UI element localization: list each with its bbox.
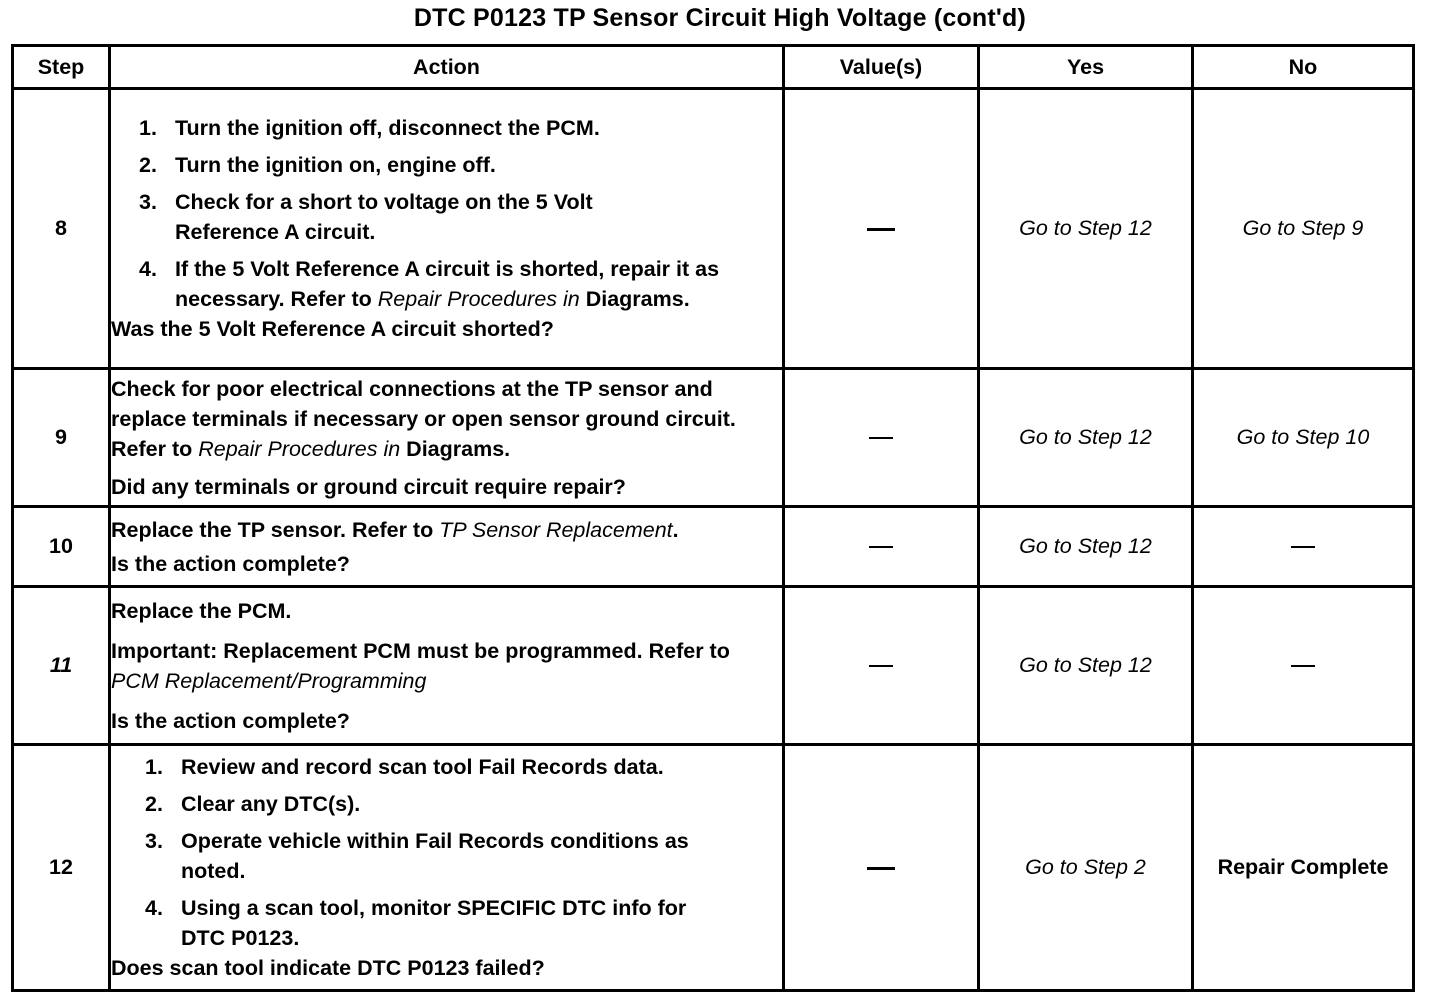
yes-cell [979, 89, 1193, 369]
table-row [13, 507, 1414, 587]
dash-mark [1291, 546, 1315, 548]
no-goto-link[interactable]: Go to Step 10 [1236, 425, 1370, 449]
yes-goto-link[interactable]: Go to Step 12 [1019, 534, 1152, 558]
dash-mark [1291, 665, 1315, 667]
header-row [13, 46, 1414, 89]
list-item [139, 113, 782, 143]
value-cell [784, 745, 979, 991]
action-cell [110, 745, 784, 991]
item-number: 3. [139, 190, 157, 214]
action-text: Replace the TP sensor. Refer to [111, 517, 440, 542]
list-item [145, 789, 782, 819]
reference-link[interactable]: Repair Procedures in [198, 436, 401, 461]
table-row [13, 89, 1414, 369]
item-text: Turn the ignition on, engine off. [175, 153, 496, 177]
value-cell [784, 507, 979, 587]
action-paragraph [111, 374, 782, 464]
item-text: Clear any DTC(s). [181, 792, 361, 816]
value-cell [784, 369, 979, 507]
item-text: Using a scan tool, monitor SPECIFIC DTC info for DTC P0123. [181, 896, 687, 950]
item-text-tail: Diagrams. [579, 287, 690, 311]
table-row [13, 369, 1414, 507]
question-text: Is the action complete? [111, 551, 350, 576]
important-note [111, 636, 782, 696]
step-number: 9 [13, 369, 110, 507]
header-no: No [1193, 46, 1414, 89]
step-number: 8 [13, 89, 110, 369]
action-text: Check for poor electrical connections at the TP sensor and replace terminals if necessary or open sensor ground circuit. Refer to [111, 376, 736, 461]
question-text: Does scan tool indicate DTC P0123 failed? [111, 956, 545, 980]
item-text: If the 5 Volt Reference A circuit is shorted, repair it as necessary. Refer to [175, 257, 720, 311]
question-text: Did any terminals or ground circuit require repair? [111, 474, 626, 499]
action-cell [110, 89, 784, 369]
important-label: Important: [111, 638, 218, 663]
yes-cell [979, 369, 1193, 507]
no-result-text: Repair Complete [1217, 855, 1389, 879]
item-number: 1. [145, 755, 163, 779]
yes-goto-link[interactable]: Go to Step 12 [1019, 425, 1152, 449]
action-paragraph: Replace the PCM. [111, 598, 292, 623]
item-number: 4. [139, 257, 157, 281]
dash-mark [867, 228, 895, 231]
yes-goto-link[interactable]: Go to Step 2 [1025, 855, 1146, 879]
value-cell [784, 587, 979, 745]
header-step: Step [13, 46, 110, 89]
item-number: 1. [139, 116, 157, 140]
list-item [145, 893, 782, 953]
question-text: Is the action complete? [111, 708, 350, 733]
dash-mark [869, 546, 893, 548]
dash-mark [869, 665, 893, 667]
action-cell [110, 507, 784, 587]
yes-cell [979, 745, 1193, 991]
yes-goto-link[interactable]: Go to Step 12 [1019, 653, 1152, 677]
action-cell [110, 587, 784, 745]
action-text-tail: Diagrams. [400, 436, 511, 461]
step-number: 10 [13, 507, 110, 587]
yes-cell [979, 507, 1193, 587]
item-number: 2. [145, 792, 163, 816]
item-text: Check for a short to voltage on the 5 Volt Reference A circuit. [175, 190, 593, 244]
dash-mark [867, 867, 895, 870]
list-item [145, 752, 782, 782]
list-item [139, 150, 782, 180]
reference-link[interactable]: TP Sensor Replacement [439, 517, 673, 542]
reference-link[interactable]: PCM Replacement/Programming [111, 668, 427, 693]
important-text: Replacement PCM must be programmed. Refer to [217, 638, 730, 663]
yes-cell [979, 587, 1193, 745]
yes-goto-link[interactable]: Go to Step 12 [1019, 216, 1152, 240]
item-number: 2. [139, 153, 157, 177]
step-number: 11 [13, 587, 110, 745]
diagnostic-table [11, 44, 1415, 992]
action-cell [110, 369, 784, 507]
item-number: 4. [145, 896, 163, 920]
no-cell [1193, 745, 1414, 991]
action-steps-list [111, 113, 782, 314]
list-item [139, 254, 782, 314]
no-cell [1193, 507, 1414, 587]
item-text: Turn the ignition off, disconnect the PCM. [175, 116, 600, 140]
step-number: 12 [13, 745, 110, 991]
reference-link[interactable]: Repair Procedures in [377, 287, 580, 311]
header-value: Value(s) [784, 46, 979, 89]
list-item [139, 187, 782, 247]
document-title: DTC P0123 TP Sensor Circuit High Voltage (cont'd) [413, 4, 1027, 32]
action-paragraph [111, 515, 782, 545]
header-action: Action [110, 46, 784, 89]
no-cell [1193, 89, 1414, 369]
no-goto-link[interactable]: Go to Step 9 [1242, 216, 1364, 240]
question-text: Was the 5 Volt Reference A circuit shorted? [111, 317, 554, 341]
no-cell [1193, 587, 1414, 745]
item-number: 3. [145, 829, 163, 853]
list-item [145, 826, 782, 886]
item-text: Operate vehicle within Fail Records conditions as noted. [181, 829, 689, 883]
table-row [13, 745, 1414, 991]
table-row [13, 587, 1414, 745]
action-steps-list [111, 752, 782, 953]
item-text: Review and record scan tool Fail Records data. [181, 755, 664, 779]
no-cell [1193, 369, 1414, 507]
action-text-tail: . [672, 517, 679, 542]
dash-mark [869, 437, 893, 439]
header-yes: Yes [979, 46, 1193, 89]
value-cell [784, 89, 979, 369]
